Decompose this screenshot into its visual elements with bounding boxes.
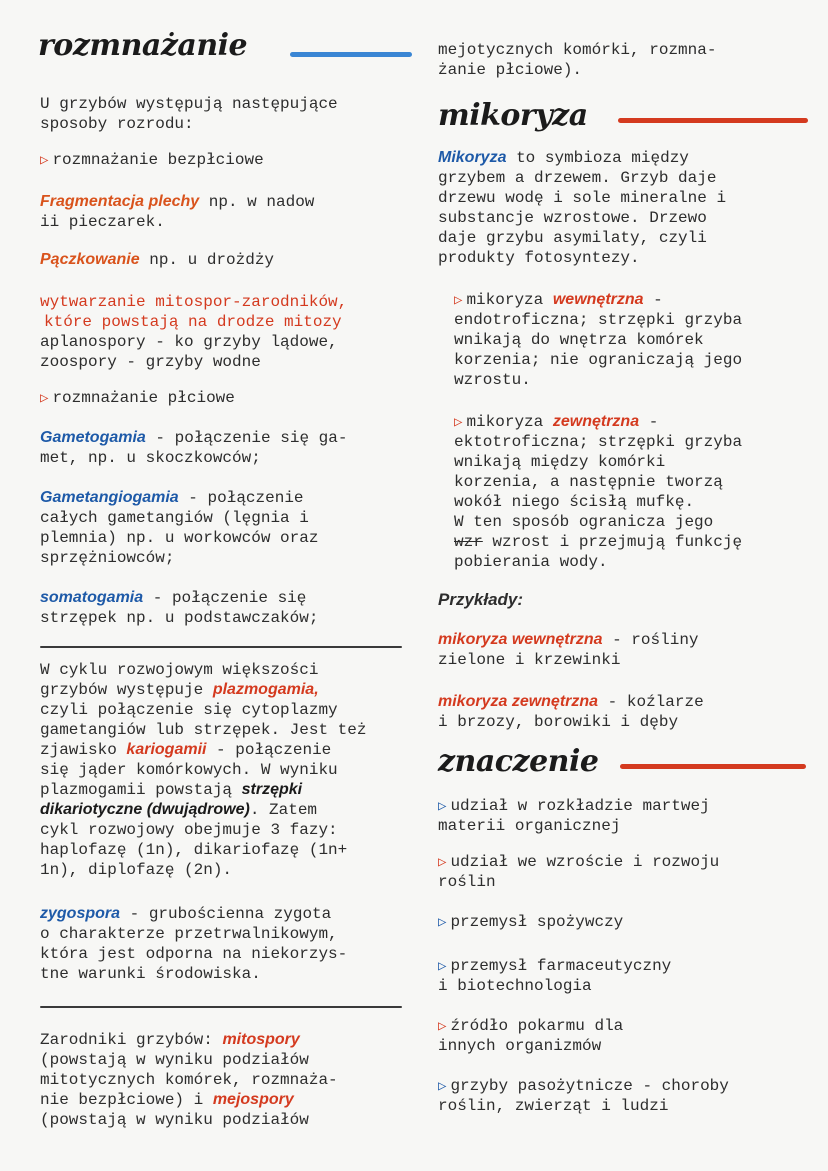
- fragmentation-term: Fragmentacja plechy: [40, 193, 200, 210]
- mycorrhiza-line-4: substancje wzrostowe. Drzewo: [438, 209, 707, 227]
- spores-line-4: zoospory - grzyby wodne: [40, 353, 261, 371]
- gametangiogamy-line-4: sprzężniowców;: [40, 549, 175, 567]
- example-2-text: - koźlarze: [598, 693, 704, 711]
- ecto-line-3: wnikają między komórki: [454, 453, 666, 471]
- endo-line-3: wnikają do wnętrza komórek: [454, 331, 704, 349]
- spores-line-2: które powstają na drodze mitozy: [44, 313, 342, 331]
- importance-text: źródło pokarmu dla: [450, 1017, 624, 1035]
- endo-term: wewnętrzna: [552, 291, 644, 308]
- somatogamy-line-1: [40, 588, 306, 608]
- spores-summary-line-5: (powstają w wyniku podziałów: [40, 1111, 309, 1129]
- zygospore-line-3: która jest odporna na niekorzys-: [40, 945, 348, 963]
- triangle-icon: ▷: [438, 1079, 447, 1095]
- cycle-text: plazmogamii powstają: [40, 781, 242, 799]
- zygospore-term: zygospora: [40, 905, 121, 922]
- zygospore-line-1: [40, 904, 331, 924]
- importance-item-4-line-2: i biotechnologia: [438, 977, 592, 995]
- importance-item-1: [438, 796, 710, 817]
- ecto-line-2: ektotroficzna; strzępki grzyba: [454, 433, 743, 451]
- ecto-term: zewnętrzna: [552, 413, 640, 430]
- example-2-term: mikoryza zewnętrzna: [438, 693, 599, 710]
- endo-line-2: endotroficzna; strzępki grzyba: [454, 311, 743, 329]
- importance-item-4: [438, 956, 671, 977]
- cycle-text: - połączenie: [206, 741, 332, 759]
- mycorrhiza-line-2: grzybem a drzewem. Grzyb daje: [438, 169, 717, 187]
- cycle-line-5: [40, 740, 331, 760]
- importance-text: przemysł spożywczy: [450, 913, 624, 931]
- gametogamy-line-1: [40, 428, 347, 448]
- gametangiogamy-text: - połączenie: [178, 489, 304, 507]
- spores-line-3: aplanospory - ko grzyby lądowe,: [40, 333, 338, 351]
- importance-item-2-line-2: roślin: [438, 873, 496, 891]
- heading-mycorrhiza: mikoryza: [438, 98, 588, 133]
- triangle-icon: ▷: [438, 855, 447, 871]
- mycorrhiza-text: to symbioza między: [506, 149, 689, 167]
- ecto-line-5: wokół niego ścisłą mufkę.: [454, 493, 695, 511]
- importance-item-5-line-2: innych organizmów: [438, 1037, 602, 1055]
- budding-text: np. u drożdży: [139, 251, 275, 269]
- fragmentation-line: [40, 192, 314, 212]
- mycorrhiza-term: Mikoryza: [438, 149, 507, 166]
- gametangiogamy-line-3: plemnia) np. u workowców oraz: [40, 529, 319, 547]
- divider-line: [40, 646, 402, 648]
- importance-item-1-line-2: materii organicznej: [438, 817, 621, 835]
- cycle-line-4: gametangiów lub strzępek. Jest też: [40, 721, 367, 739]
- dikaryotic-term: dikariotyczne (dwujądrowe): [40, 801, 250, 818]
- ecto-line-7: [454, 532, 742, 552]
- mycorrhiza-line-5: daje grzybu asymilaty, czyli: [438, 229, 707, 247]
- cycle-line-2: [40, 680, 319, 700]
- importance-text: udział we wzroście i rozwoju: [450, 853, 720, 871]
- cycle-line-3: czyli połączenie się cytoplazmy: [40, 701, 338, 719]
- triangle-icon: ▷: [40, 153, 49, 169]
- importance-item-2: [438, 852, 719, 873]
- ecto-text: wzrost i przejmują funkcję: [482, 533, 743, 551]
- examples-title: Przykłady:: [438, 590, 524, 609]
- spores-summary-line-2: (powstają w wyniku podziałów: [40, 1051, 309, 1069]
- gametogamy-term: Gametogamia: [40, 429, 146, 446]
- importance-text: przemysł farmaceutyczny: [450, 957, 672, 975]
- cycle-line-8: [40, 800, 317, 820]
- importance-item-3: [438, 912, 623, 933]
- endo-text: -: [643, 291, 663, 309]
- spores-line-1: wytwarzanie mitospor-zarodników,: [40, 293, 348, 311]
- somatogamy-term: somatogamia: [40, 589, 144, 606]
- ecto-text: mikoryza: [466, 413, 553, 431]
- spores-summary-text: nie bezpłciowe) i: [40, 1091, 213, 1109]
- endo-line-4: korzenia; nie ograniczają jego: [454, 351, 743, 369]
- fragmentation-line-2: ii pieczarek.: [40, 213, 165, 231]
- example-1-line-1: [438, 630, 699, 650]
- heading-importance: znaczenie: [438, 744, 599, 779]
- asexual-label: rozmnażanie bezpłciowe: [52, 151, 264, 169]
- triangle-icon: ▷: [438, 799, 447, 815]
- cycle-text: grzybów występuje: [40, 681, 213, 699]
- ecto-line-1: [454, 412, 658, 433]
- spores-summary-line-3: mitotycznych komórek, rozmnaża-: [40, 1071, 338, 1089]
- cycle-line-1: W cyklu rozwojowym większości: [40, 661, 319, 679]
- gametangiogamy-line-2: całych gametangiów (lęgnia i: [40, 509, 309, 527]
- importance-text: udział w rozkładzie martwej: [450, 797, 710, 815]
- somatogamy-text: - połączenie się: [143, 589, 307, 607]
- importance-item-6-line-2: roślin, zwierząt i ludzi: [438, 1097, 669, 1115]
- importance-item-5: [438, 1016, 623, 1037]
- mycorrhiza-line-1: [438, 148, 689, 168]
- gametangiogamy-line-1: [40, 488, 304, 508]
- cycle-text: . Zatem: [249, 801, 318, 819]
- cycle-line-11: 1n), diplofazę (2n).: [40, 861, 233, 879]
- heading-underline-blue: [290, 52, 412, 57]
- endo-line-5: wzrostu.: [454, 371, 531, 389]
- spores-summary-line-4: [40, 1090, 294, 1110]
- endo-text: mikoryza: [466, 291, 553, 309]
- karyogamy-term: kariogamii: [126, 741, 207, 758]
- asexual-title: [40, 150, 264, 171]
- example-1-line-2: zielone i krzewinki: [438, 651, 621, 669]
- endo-line-1: [454, 290, 663, 311]
- budding-term: Pączkowanie: [40, 251, 140, 268]
- heading-underline-red: [618, 118, 808, 123]
- spores-summary-line-1: [40, 1030, 300, 1050]
- gametogamy-line-2: met, np. u skoczkowców;: [40, 449, 261, 467]
- divider-line: [40, 1006, 402, 1008]
- zygospore-line-4: tne warunki środowiska.: [40, 965, 261, 983]
- example-1-text: - rośliny: [602, 631, 699, 649]
- continuation-line-1: mejotycznych komórki, rozmna-: [438, 41, 717, 59]
- zygospore-text: - grubościenna zygota: [120, 905, 332, 923]
- sexual-label: rozmnażanie płciowe: [52, 389, 235, 407]
- example-2-line-2: i brzozy, borowiki i dęby: [438, 713, 679, 731]
- intro-line-2: sposoby rozrodu:: [40, 115, 194, 133]
- budding-line: [40, 250, 274, 270]
- triangle-icon: ▷: [438, 915, 447, 931]
- ecto-line-8: pobierania wody.: [454, 553, 608, 571]
- cycle-line-7: [40, 780, 302, 800]
- triangle-icon: ▷: [40, 391, 49, 407]
- ecto-text: -: [639, 413, 659, 431]
- cycle-text: zjawisko: [40, 741, 127, 759]
- mitospores-term: mitospory: [222, 1031, 300, 1048]
- ecto-strikethrough: wzr: [454, 533, 483, 551]
- cycle-line-9: cykl rozwojowy obejmuje 3 fazy:: [40, 821, 338, 839]
- zygospore-line-2: o charakterze przetrwalnikowym,: [40, 925, 338, 943]
- spores-summary-text: Zarodniki grzybów:: [40, 1031, 223, 1049]
- meiospores-term: mejospory: [212, 1091, 294, 1108]
- fragmentation-text: np. w nadow: [199, 193, 315, 211]
- example-2-line-1: [438, 692, 704, 712]
- sexual-title: [40, 388, 235, 409]
- heading-reproduction: rozmnażanie: [38, 28, 248, 63]
- gametogamy-text: - połączenie się ga-: [145, 429, 348, 447]
- triangle-icon: ▷: [438, 1019, 447, 1035]
- cycle-line-6: się jąder komórkowych. W wyniku: [40, 761, 338, 779]
- triangle-icon: ▷: [454, 415, 463, 431]
- heading-underline-red: [620, 764, 806, 769]
- ecto-line-6: W ten sposób ogranicza jego: [454, 513, 714, 531]
- mycorrhiza-line-6: produkty fotosyntezy.: [438, 249, 640, 267]
- triangle-icon: ▷: [438, 959, 447, 975]
- plasmogamy-term: plazmogamia,: [212, 681, 319, 698]
- mycorrhiza-line-3: drzewu wodę i sole mineralne i: [438, 189, 727, 207]
- continuation-line-2: żanie płciowe).: [438, 61, 583, 79]
- somatogamy-line-2: strzępek np. u podstawczaków;: [40, 609, 319, 627]
- importance-item-6: [438, 1076, 729, 1097]
- cycle-line-10: haplofazę (1n), dikariofazę (1n+: [40, 841, 348, 859]
- example-1-term: mikoryza wewnętrzna: [438, 631, 603, 648]
- hyphae-term: strzępki: [241, 781, 303, 798]
- ecto-line-4: korzenia, a następnie tworzą: [454, 473, 723, 491]
- triangle-icon: ▷: [454, 293, 463, 309]
- intro-line-1: U grzybów występują następujące: [40, 95, 338, 113]
- importance-text: grzyby pasożytnicze - choroby: [450, 1077, 729, 1095]
- gametangiogamy-term: Gametangiogamia: [40, 489, 179, 506]
